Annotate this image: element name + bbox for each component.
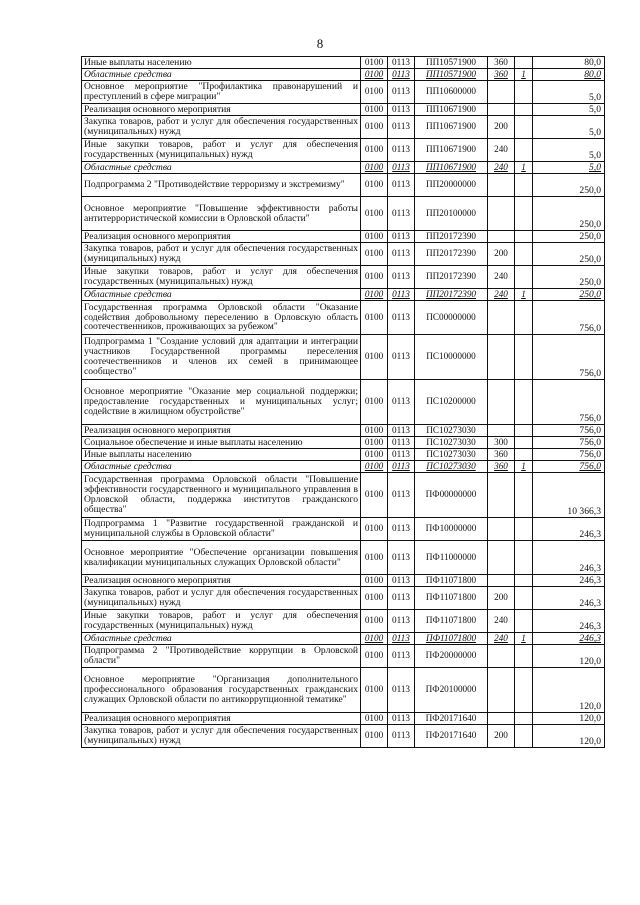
cell-pr: 0113	[388, 587, 415, 610]
cell-pr: 0113	[388, 69, 415, 81]
cell-pr: 0113	[388, 289, 415, 301]
cell-sum: 756,0	[533, 425, 605, 437]
cell-code	[515, 81, 533, 104]
cell-name: Реализация основного мероприятия	[82, 104, 361, 116]
cell-code: 1	[515, 69, 533, 81]
cell-pr: 0113	[388, 461, 415, 473]
cell-code	[515, 57, 533, 69]
cell-vr: 240	[488, 162, 515, 174]
cell-sum: 120,0	[533, 713, 605, 725]
cell-sum: 5,0	[533, 139, 605, 162]
cell-name: Государственная программа Орловской области "Повышение эффективности государственного и муниципального управления в Орловской области, поддержка институтов гражданского общества"	[82, 473, 361, 518]
table-row-regional-funds	[82, 162, 605, 174]
cell-sum: 250,0	[533, 174, 605, 197]
cell-rz: 0100	[361, 645, 388, 668]
cell-name: Областные средства	[82, 633, 361, 645]
cell-sum: 5,0	[533, 81, 605, 104]
cell-pr: 0113	[388, 335, 415, 380]
cell-name: Областные средства	[82, 162, 361, 174]
table-row	[82, 473, 605, 518]
cell-name: Иные выплаты населению	[82, 57, 361, 69]
table-row	[82, 610, 605, 633]
cell-vr: 240	[488, 266, 515, 289]
cell-name: Иные выплаты населению	[82, 449, 361, 461]
cell-vr	[488, 231, 515, 243]
cell-code: 1	[515, 461, 533, 473]
cell-csr: ПП20172390	[415, 231, 488, 243]
cell-code	[515, 575, 533, 587]
cell-name: Подпрограмма 1 "Создание условий для адаптации и интеграции участников Государственной программы переселения соотечественников и членов их семей в принимающее сообщество"	[82, 335, 361, 380]
table-row	[82, 335, 605, 380]
cell-name: Основное мероприятие "Профилактика правонарушений и преступлений в сфере миграции"	[82, 81, 361, 104]
cell-csr: ПП10571900	[415, 57, 488, 69]
cell-pr: 0113	[388, 231, 415, 243]
cell-csr: ПП10671900	[415, 162, 488, 174]
cell-sum: 756,0	[533, 380, 605, 425]
cell-code	[515, 116, 533, 139]
cell-rz: 0100	[361, 289, 388, 301]
cell-sum: 250,0	[533, 243, 605, 266]
cell-pr: 0113	[388, 425, 415, 437]
cell-sum: 756,0	[533, 437, 605, 449]
cell-sum: 756,0	[533, 449, 605, 461]
cell-sum: 120,0	[533, 668, 605, 713]
cell-csr: ПФ10000000	[415, 518, 488, 541]
cell-pr: 0113	[388, 610, 415, 633]
table-row	[82, 425, 605, 437]
table-row	[82, 104, 605, 116]
cell-sum: 120,0	[533, 725, 605, 748]
cell-vr: 360	[488, 461, 515, 473]
cell-sum: 756,0	[533, 461, 605, 473]
cell-rz: 0100	[361, 116, 388, 139]
cell-vr	[488, 197, 515, 231]
cell-code	[515, 174, 533, 197]
table-row	[82, 575, 605, 587]
table-row	[82, 541, 605, 575]
cell-code: 1	[515, 289, 533, 301]
cell-rz: 0100	[361, 518, 388, 541]
cell-rz: 0100	[361, 668, 388, 713]
cell-csr: ПП20172390	[415, 289, 488, 301]
cell-code	[515, 645, 533, 668]
cell-pr: 0113	[388, 645, 415, 668]
table-row	[82, 449, 605, 461]
cell-code	[515, 197, 533, 231]
cell-sum: 246,3	[533, 575, 605, 587]
cell-rz: 0100	[361, 197, 388, 231]
cell-sum: 246,3	[533, 610, 605, 633]
cell-csr: ПФ11071800	[415, 610, 488, 633]
table-row-regional-funds	[82, 461, 605, 473]
cell-vr	[488, 425, 515, 437]
cell-csr: ПФ11071800	[415, 575, 488, 587]
cell-csr: ПС10273030	[415, 461, 488, 473]
table-row	[82, 231, 605, 243]
cell-vr	[488, 713, 515, 725]
cell-vr	[488, 668, 515, 713]
cell-pr: 0113	[388, 633, 415, 645]
cell-csr: ПП10671900	[415, 139, 488, 162]
cell-vr	[488, 380, 515, 425]
cell-rz: 0100	[361, 174, 388, 197]
cell-code: 1	[515, 162, 533, 174]
cell-csr: ПФ20000000	[415, 645, 488, 668]
cell-sum: 5,0	[533, 162, 605, 174]
table-row	[82, 197, 605, 231]
cell-pr: 0113	[388, 139, 415, 162]
cell-code	[515, 266, 533, 289]
table-row	[82, 713, 605, 725]
cell-vr: 200	[488, 243, 515, 266]
cell-vr	[488, 575, 515, 587]
cell-rz: 0100	[361, 473, 388, 518]
cell-name: Реализация основного мероприятия	[82, 425, 361, 437]
cell-pr: 0113	[388, 116, 415, 139]
cell-rz: 0100	[361, 104, 388, 116]
cell-code	[515, 668, 533, 713]
cell-pr: 0113	[388, 57, 415, 69]
cell-pr: 0113	[388, 725, 415, 748]
cell-sum: 246,3	[533, 587, 605, 610]
cell-code	[515, 301, 533, 335]
cell-csr: ПФ11071800	[415, 587, 488, 610]
cell-csr: ПС10273030	[415, 449, 488, 461]
cell-csr: ПФ20100000	[415, 668, 488, 713]
cell-vr: 240	[488, 633, 515, 645]
cell-rz: 0100	[361, 587, 388, 610]
cell-sum: 756,0	[533, 335, 605, 380]
cell-pr: 0113	[388, 243, 415, 266]
table-row	[82, 380, 605, 425]
cell-rz: 0100	[361, 610, 388, 633]
cell-vr: 200	[488, 587, 515, 610]
cell-pr: 0113	[388, 81, 415, 104]
budget-table-container	[81, 56, 604, 748]
cell-pr: 0113	[388, 197, 415, 231]
cell-vr: 360	[488, 449, 515, 461]
cell-name: Реализация основного мероприятия	[82, 575, 361, 587]
cell-rz: 0100	[361, 69, 388, 81]
cell-pr: 0113	[388, 518, 415, 541]
cell-code	[515, 104, 533, 116]
cell-name: Реализация основного мероприятия	[82, 713, 361, 725]
cell-sum: 246,3	[533, 633, 605, 645]
cell-csr: ПФ20171640	[415, 725, 488, 748]
cell-code	[515, 610, 533, 633]
cell-code	[515, 243, 533, 266]
cell-vr: 300	[488, 437, 515, 449]
cell-csr: ПП20100000	[415, 197, 488, 231]
cell-rz: 0100	[361, 575, 388, 587]
cell-csr: ПФ11071800	[415, 633, 488, 645]
cell-csr: ПП10571900	[415, 69, 488, 81]
cell-name: Социальное обеспечение и иные выплаты населению	[82, 437, 361, 449]
cell-vr	[488, 645, 515, 668]
cell-sum: 120,0	[533, 645, 605, 668]
cell-csr: ПС00000000	[415, 301, 488, 335]
cell-vr: 360	[488, 69, 515, 81]
cell-rz: 0100	[361, 243, 388, 266]
cell-sum: 250,0	[533, 266, 605, 289]
cell-name: Закупка товаров, работ и услуг для обеспечения государственных (муниципальных) нужд	[82, 116, 361, 139]
cell-name: Основное мероприятие "Обеспечение организации повышения квалификации муниципальных служащих Орловской области"	[82, 541, 361, 575]
cell-rz: 0100	[361, 81, 388, 104]
table-row	[82, 587, 605, 610]
cell-csr: ПП10671900	[415, 116, 488, 139]
cell-code	[515, 725, 533, 748]
table-row	[82, 668, 605, 713]
cell-csr: ПП10600000	[415, 81, 488, 104]
table-row	[82, 645, 605, 668]
cell-code	[515, 437, 533, 449]
cell-name: Основное мероприятие "Организация дополнительного профессионального образования государственных гражданских служащих Орловской области по антикоррупционной тематике"	[82, 668, 361, 713]
cell-name: Государственная программа Орловской области "Оказание содействия добровольному переселению в Орловскую область соотечественников, проживающих за рубежом"	[82, 301, 361, 335]
table-row-regional-funds	[82, 289, 605, 301]
table-row	[82, 301, 605, 335]
cell-code	[515, 541, 533, 575]
cell-name: Иные закупки товаров, работ и услуг для обеспечения государственных (муниципальных) нужд	[82, 610, 361, 633]
table-row	[82, 139, 605, 162]
cell-sum: 250,0	[533, 231, 605, 243]
cell-name: Подпрограмма 2 "Противодействие терроризму и экстремизму"	[82, 174, 361, 197]
cell-rz: 0100	[361, 162, 388, 174]
cell-name: Областные средства	[82, 461, 361, 473]
cell-sum: 250,0	[533, 197, 605, 231]
table-row	[82, 116, 605, 139]
cell-vr: 200	[488, 116, 515, 139]
cell-pr: 0113	[388, 575, 415, 587]
cell-csr: ПП20000000	[415, 174, 488, 197]
cell-vr: 240	[488, 139, 515, 162]
cell-sum: 5,0	[533, 104, 605, 116]
table-row	[82, 81, 605, 104]
cell-name: Иные закупки товаров, работ и услуг для обеспечения государственных (муниципальных) нужд	[82, 139, 361, 162]
cell-name: Областные средства	[82, 289, 361, 301]
cell-vr	[488, 541, 515, 575]
cell-csr: ПС10273030	[415, 425, 488, 437]
cell-code	[515, 335, 533, 380]
cell-rz: 0100	[361, 301, 388, 335]
cell-csr: ПС10273030	[415, 437, 488, 449]
cell-pr: 0113	[388, 473, 415, 518]
cell-pr: 0113	[388, 162, 415, 174]
cell-sum: 10 366,3	[533, 473, 605, 518]
cell-name: Закупка товаров, работ и услуг для обеспечения государственных (муниципальных) нужд	[82, 243, 361, 266]
cell-rz: 0100	[361, 57, 388, 69]
cell-csr: ПП20172390	[415, 266, 488, 289]
cell-csr: ПФ00000000	[415, 473, 488, 518]
cell-name: Основное мероприятие "Повышение эффективности работы антитеррористической комиссии в Орловской области"	[82, 197, 361, 231]
cell-vr: 200	[488, 725, 515, 748]
cell-vr	[488, 301, 515, 335]
cell-name: Основное мероприятие "Оказание мер социальной поддержки; предоставление государственных и муниципальных услуг; содействие в жилищном обустройстве"	[82, 380, 361, 425]
cell-pr: 0113	[388, 437, 415, 449]
cell-vr	[488, 104, 515, 116]
cell-name: Подпрограмма 1 "Развитие государственной гражданской и муниципальной службы в Орловской области"	[82, 518, 361, 541]
cell-pr: 0113	[388, 668, 415, 713]
cell-vr: 360	[488, 57, 515, 69]
cell-rz: 0100	[361, 449, 388, 461]
cell-name: Подпрограмма 2 "Противодействие коррупции в Орловской области"	[82, 645, 361, 668]
cell-name: Реализация основного мероприятия	[82, 231, 361, 243]
cell-sum: 80,0	[533, 69, 605, 81]
cell-sum: 246,3	[533, 541, 605, 575]
cell-code	[515, 587, 533, 610]
cell-pr: 0113	[388, 301, 415, 335]
cell-name: Областные средства	[82, 69, 361, 81]
cell-rz: 0100	[361, 725, 388, 748]
cell-pr: 0113	[388, 713, 415, 725]
table-row-regional-funds	[82, 633, 605, 645]
budget-table-body	[82, 57, 605, 748]
cell-pr: 0113	[388, 541, 415, 575]
cell-pr: 0113	[388, 266, 415, 289]
cell-rz: 0100	[361, 713, 388, 725]
cell-name: Иные закупки товаров, работ и услуг для обеспечения государственных (муниципальных) нужд	[82, 266, 361, 289]
cell-pr: 0113	[388, 380, 415, 425]
table-row	[82, 174, 605, 197]
cell-rz: 0100	[361, 139, 388, 162]
table-row	[82, 266, 605, 289]
cell-code	[515, 473, 533, 518]
cell-code	[515, 449, 533, 461]
cell-rz: 0100	[361, 231, 388, 243]
cell-csr: ПП10671900	[415, 104, 488, 116]
cell-rz: 0100	[361, 437, 388, 449]
budget-table	[81, 56, 605, 748]
table-row	[82, 725, 605, 748]
cell-csr: ПФ20171640	[415, 713, 488, 725]
cell-rz: 0100	[361, 633, 388, 645]
cell-pr: 0113	[388, 449, 415, 461]
cell-sum: 5,0	[533, 116, 605, 139]
cell-sum: 246,3	[533, 518, 605, 541]
cell-code: 1	[515, 633, 533, 645]
cell-rz: 0100	[361, 266, 388, 289]
cell-vr: 240	[488, 289, 515, 301]
cell-pr: 0113	[388, 174, 415, 197]
cell-sum: 250,0	[533, 289, 605, 301]
cell-rz: 0100	[361, 335, 388, 380]
table-row	[82, 243, 605, 266]
cell-csr: ПФ11000000	[415, 541, 488, 575]
cell-rz: 0100	[361, 461, 388, 473]
cell-code	[515, 231, 533, 243]
cell-csr: ПС10000000	[415, 335, 488, 380]
table-row	[82, 437, 605, 449]
table-row-regional-funds	[82, 69, 605, 81]
cell-code	[515, 380, 533, 425]
cell-pr: 0113	[388, 104, 415, 116]
cell-code	[515, 425, 533, 437]
cell-csr: ПС10200000	[415, 380, 488, 425]
cell-vr	[488, 335, 515, 380]
cell-csr: ПП20172390	[415, 243, 488, 266]
cell-rz: 0100	[361, 425, 388, 437]
cell-rz: 0100	[361, 380, 388, 425]
table-row	[82, 57, 605, 69]
cell-vr	[488, 174, 515, 197]
cell-rz: 0100	[361, 541, 388, 575]
cell-sum: 80,0	[533, 57, 605, 69]
cell-code	[515, 518, 533, 541]
page-number: 8	[316, 36, 324, 51]
cell-vr: 240	[488, 610, 515, 633]
cell-name: Закупка товаров, работ и услуг для обеспечения государственных (муниципальных) нужд	[82, 587, 361, 610]
cell-vr	[488, 81, 515, 104]
table-row	[82, 518, 605, 541]
cell-vr	[488, 518, 515, 541]
cell-code	[515, 713, 533, 725]
cell-vr	[488, 473, 515, 518]
cell-sum: 756,0	[533, 301, 605, 335]
cell-name: Закупка товаров, работ и услуг для обеспечения государственных (муниципальных) нужд	[82, 725, 361, 748]
cell-code	[515, 139, 533, 162]
